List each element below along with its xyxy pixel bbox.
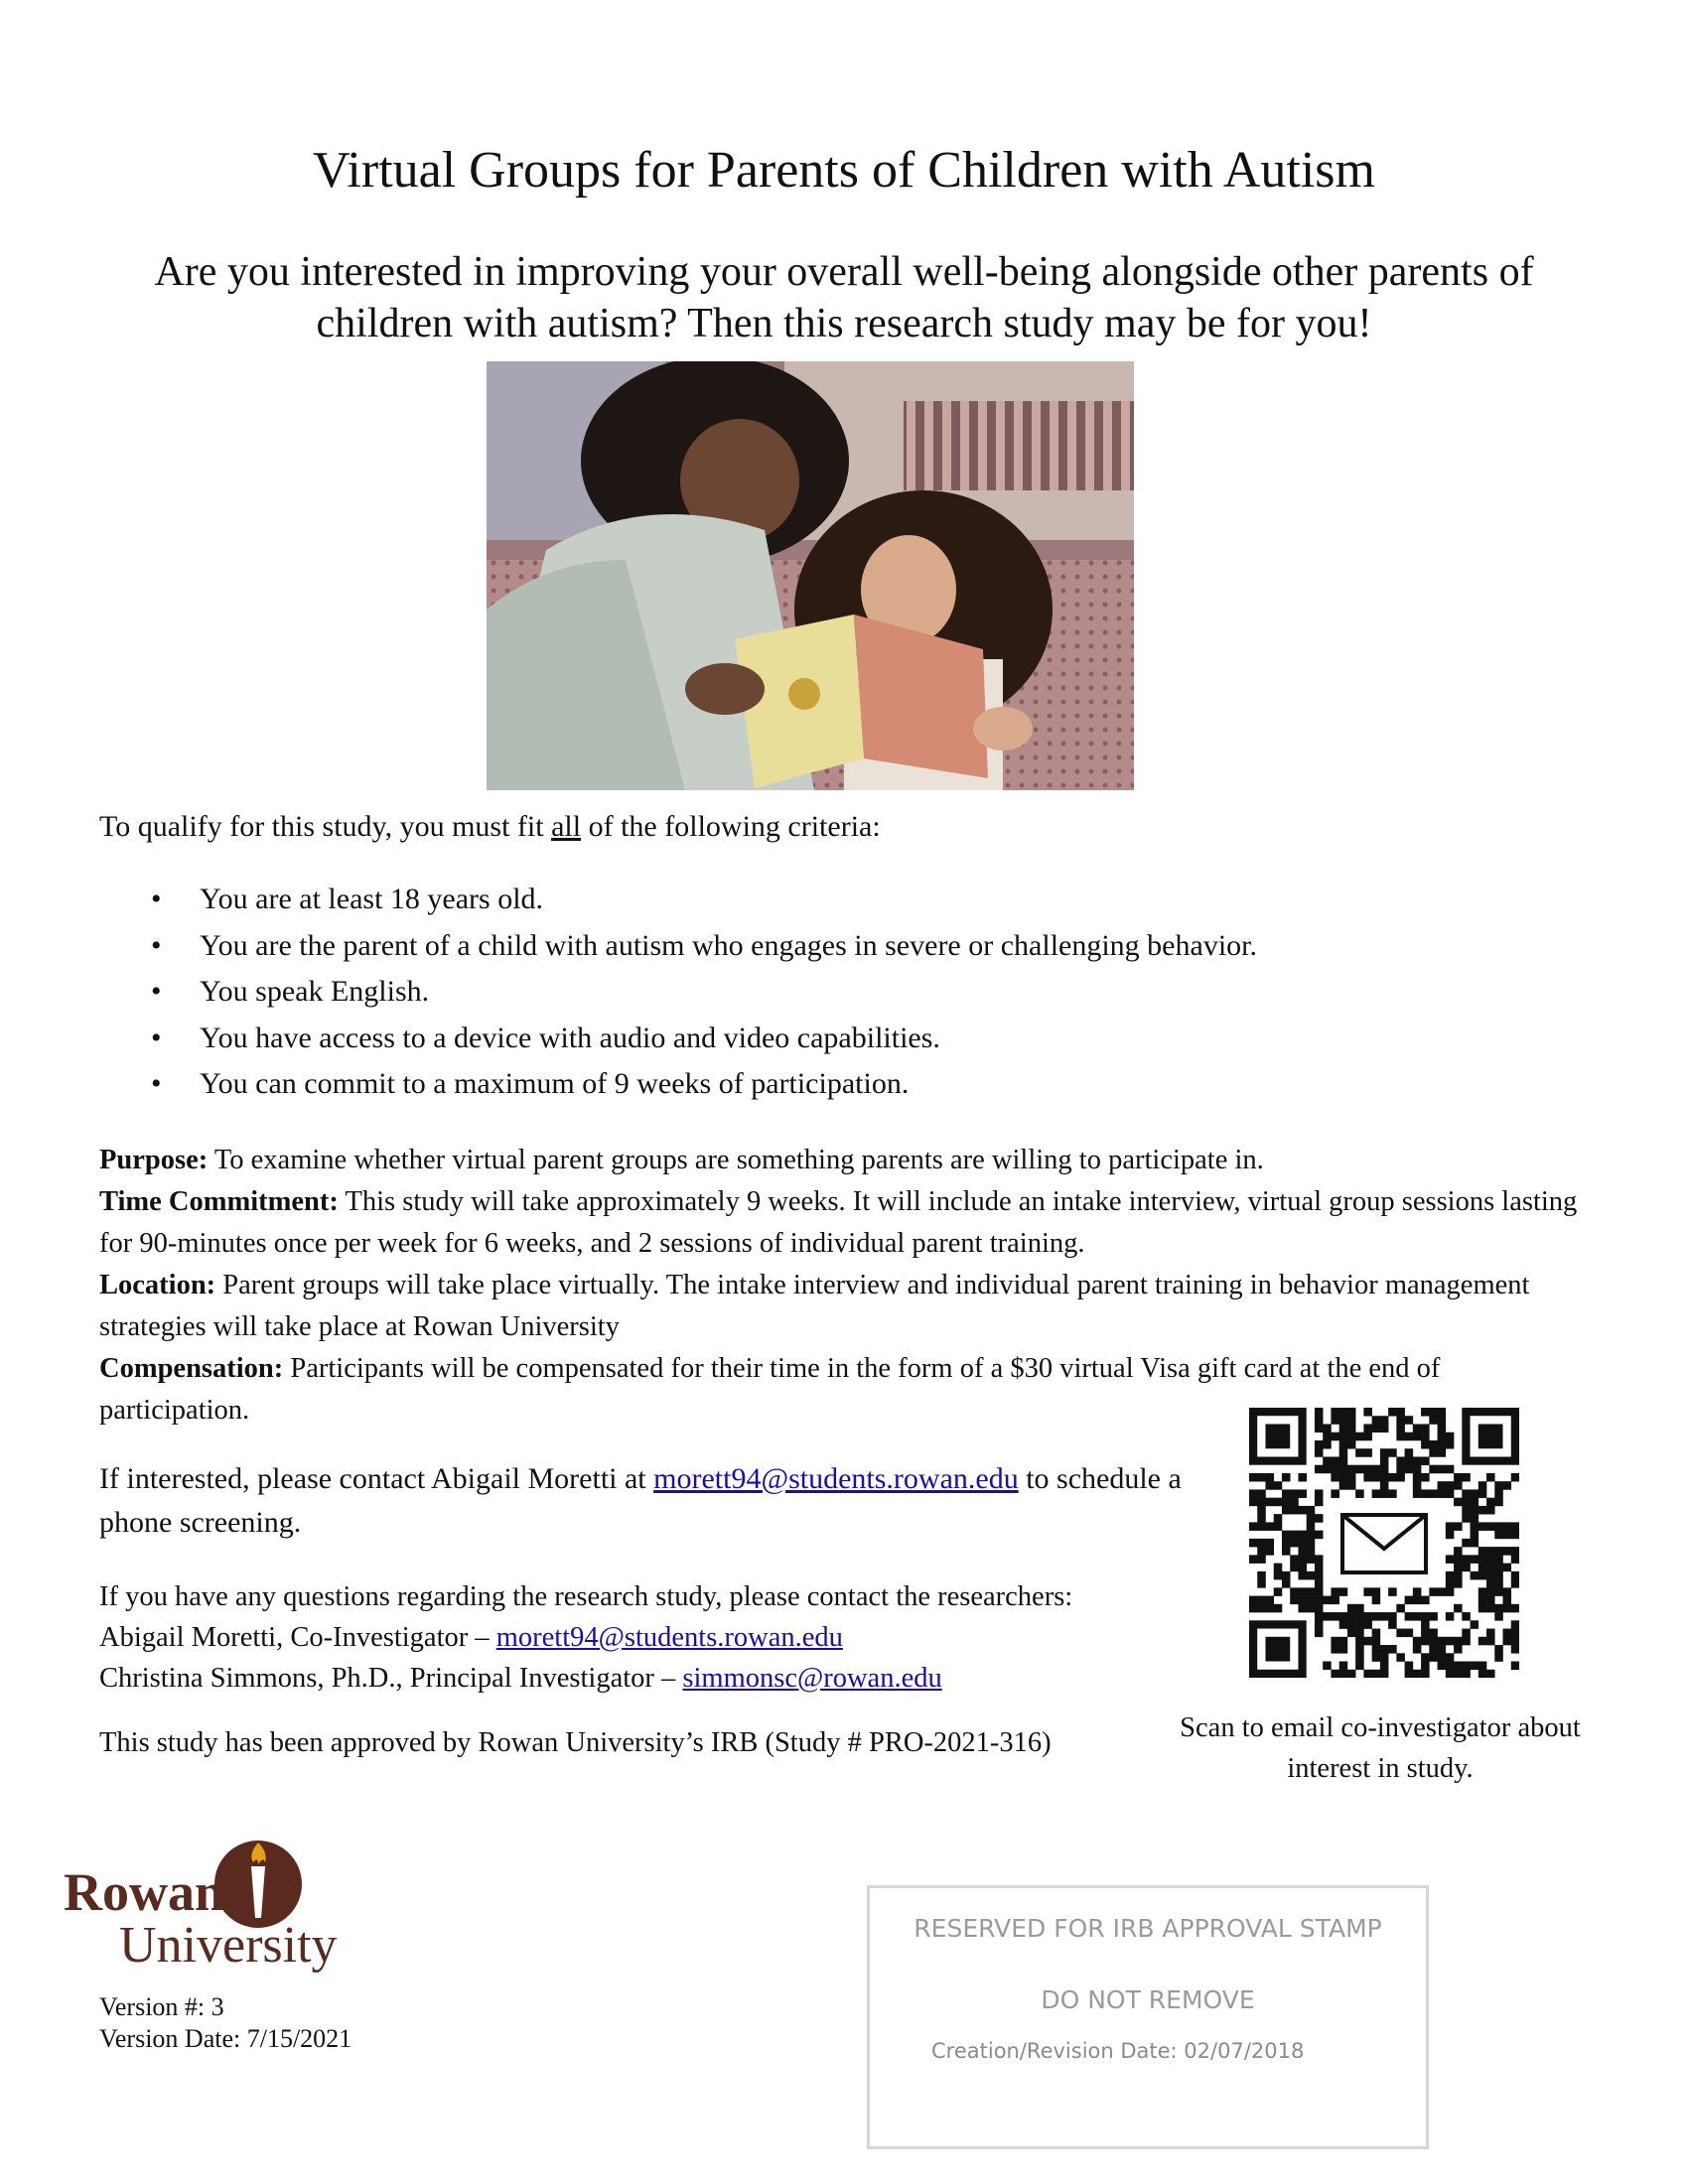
rowan-university-logo [62, 1837, 379, 1976]
compensation-label: Compensation: [99, 1353, 284, 1384]
criteria-intro-end: of the following criteria: [581, 810, 881, 843]
principal-investigator-name: Christina Simmons, Ph.D., Principal Investigator – [99, 1663, 683, 1694]
criteria-list [99, 882, 1539, 1113]
questions-intro: If you have any questions regarding the research study, please contact the researchers: [99, 1581, 1073, 1612]
qr-code-icon[interactable] [1249, 1408, 1519, 1678]
irb-stamp-box [867, 1885, 1429, 2149]
location-text: Parent groups will take place virtually. The intake interview and individual parent training in behavior management strategies will take place at Rowan University [99, 1270, 1530, 1342]
contact-paragraph [99, 1457, 1192, 1545]
time-commitment-paragraph [99, 1181, 1589, 1265]
criteria-item [99, 1066, 1539, 1113]
principal-investigator-email-link[interactable]: simmonsc@rowan.edu [682, 1663, 942, 1694]
flyer-subtitle: Are you interested in improving your overall well-being alongside other parents of children with autism? Then this research study may be for you! [154, 249, 1534, 346]
irb-approval-note: This study has been approved by Rowan University’s IRB (Study # PRO-2021-316) [99, 1727, 1052, 1758]
criteria-intro [99, 809, 881, 845]
criteria-item-text: You are at least 18 years old. [200, 883, 544, 915]
criteria-item-text: You are the parent of a child with autism who engages in severe or challenging behavior. [200, 928, 1257, 962]
criteria-intro-text: To qualify for this study, you must fit [99, 810, 552, 843]
co-investigator-name: Abigail Moretti, Co-Investigator – [99, 1622, 496, 1653]
version-date: Version Date: 7/15/2021 [99, 2024, 352, 2053]
co-investigator-line [99, 1617, 1241, 1658]
contact-email-link[interactable]: morett94@students.rowan.edu [653, 1462, 1019, 1495]
criteria-item-text: You speak English. [200, 975, 430, 1008]
bullet-icon: • [151, 1067, 162, 1100]
criteria-item [99, 882, 1539, 928]
stamp-do-not-remove-text: DO NOT REMOVE [1041, 1985, 1255, 2014]
time-commitment-label: Time Commitment: [99, 1186, 339, 1217]
co-investigator-email-link[interactable]: morett94@students.rowan.edu [495, 1622, 843, 1653]
criteria-item-text: You can commit to a maximum of 9 weeks of participation. [200, 1067, 910, 1100]
principal-investigator-line [99, 1658, 1241, 1699]
stamp-reserved-text: RESERVED FOR IRB APPROVAL STAMP [914, 1914, 1382, 1943]
criteria-item [99, 974, 1539, 1021]
version-info [99, 1991, 352, 2055]
flyer-title: Virtual Groups for Parents of Children with Autism [313, 142, 1375, 199]
criteria-item-text: You have access to a device with audio and video capabilities. [200, 1021, 940, 1054]
stamp-revision-date: Creation/Revision Date: 02/07/2018 [931, 2039, 1305, 2063]
questions-section [99, 1576, 1241, 1699]
location-paragraph [99, 1265, 1589, 1348]
purpose-text: To examine whether virtual parent groups are something parents are willing to participate in. [208, 1145, 1264, 1175]
bullet-icon: • [151, 928, 162, 962]
criteria-item [99, 928, 1539, 975]
criteria-all-emphasis: all [551, 810, 582, 843]
logo-word-university: University [119, 1917, 338, 1974]
parent-child-reading-photo [487, 361, 1134, 790]
bullet-icon: • [151, 883, 162, 915]
contact-text-end: to schedule a phone screening. [99, 1462, 1182, 1539]
purpose-label: Purpose: [99, 1145, 209, 1175]
location-label: Location: [99, 1270, 216, 1300]
bullet-icon: • [151, 975, 162, 1008]
study-details [99, 1140, 1589, 1432]
time-commitment-text: This study will take approximately 9 weeks. It will include an intake interview, virtual group sessions lasting for 90-minutes once per week for 6 weeks, and 2 sessions of individual parent training. [99, 1186, 1578, 1259]
bullet-icon: • [151, 1021, 162, 1054]
criteria-item [99, 1021, 1539, 1067]
qr-caption: Scan to email co-investigator about interest in study. [1180, 1712, 1581, 1784]
purpose-paragraph [99, 1140, 1589, 1181]
contact-text: If interested, please contact Abigail Moretti at [99, 1462, 654, 1495]
version-number: Version #: 3 [99, 1992, 224, 2021]
logo-word-rowan: Rowan [64, 1862, 225, 1922]
envelope-icon [1342, 1515, 1426, 1572]
compensation-text: Participants will be compensated for their time in the form of a $30 virtual Visa gift card at the end of participation. [99, 1353, 1441, 1426]
